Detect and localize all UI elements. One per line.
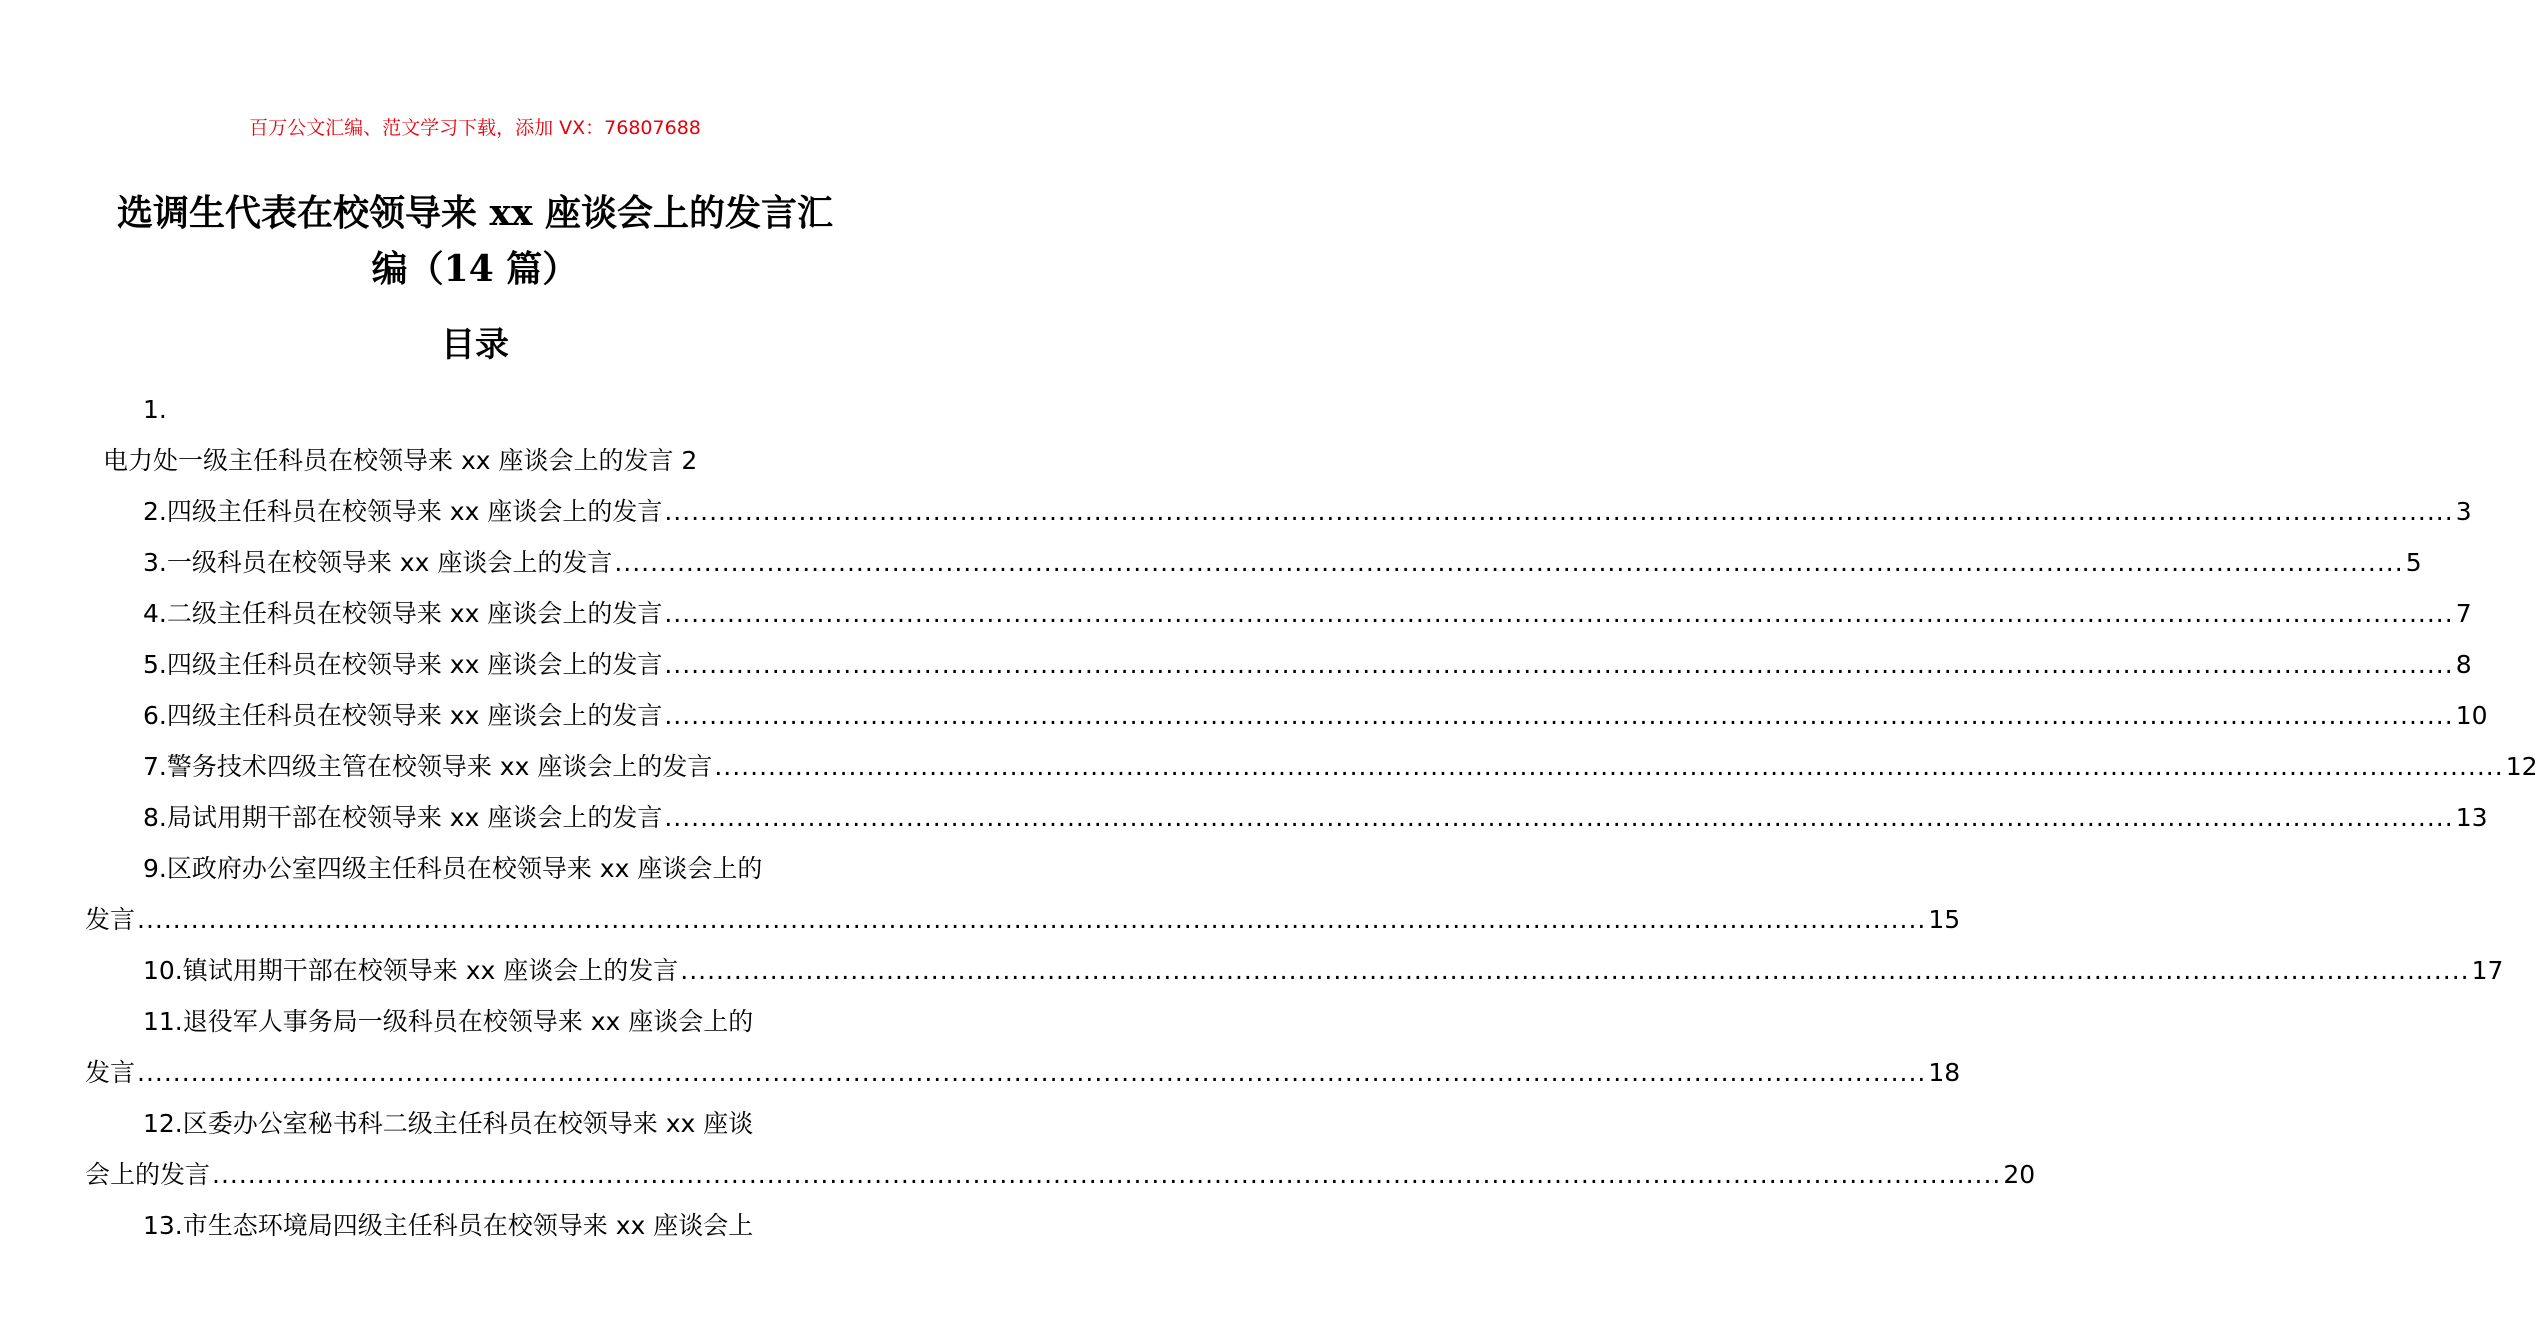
page-number: 10 [2455, 701, 2488, 730]
toc-entry-3[interactable]: 3.一级科员在校领导来 xx 座谈会上的发言 ........................................................................................................................................................................................................ 5 [85, 537, 870, 588]
dot-leader: ........................................................................................................................................................................................................ [664, 497, 2454, 526]
toc-entry-11-line-2[interactable]: 发言 ........................................................................................................................................................................................................ 18 [85, 1047, 870, 1098]
dot-leader: ........................................................................................................................................................................................................ [714, 752, 2504, 781]
page-number: 15 [1928, 905, 1961, 934]
toc-entry-12-line-2[interactable]: 会上的发言 ........................................................................................................................................................................................................ 20 [85, 1149, 870, 1200]
table-of-contents [85, 384, 2538, 1251]
toc-entry-7[interactable]: 7.警务技术四级主管在校领导来 xx 座谈会上的发言 ........................................................................................................................................................................................................ 12 [85, 741, 870, 792]
document-title [70, 185, 880, 297]
page-number: 7 [2455, 599, 2472, 628]
toc-entry-1[interactable]: 电力处一级主任科员在校领导来 xx 座谈会上的发言 2 [103, 446, 698, 475]
dot-leader: ........................................................................................................................................................................................................ [664, 599, 2454, 628]
promo-banner: 百万公文汇编、范文学习下载，添加 VX：76807688 [249, 117, 701, 139]
dot-leader: ........................................................................................................................................................................................................ [664, 803, 2454, 832]
toc-heading: 目录 [441, 325, 509, 365]
dot-leader: ........................................................................................................................................................................................................ [614, 548, 2404, 577]
dot-leader: ........................................................................................................................................................................................................ [664, 701, 2454, 730]
dot-leader: ........................................................................................................................................................................................................ [137, 1058, 1927, 1087]
toc-entry-8[interactable]: 8.局试用期干部在校领导来 xx 座谈会上的发言 ........................................................................................................................................................................................................ 13 [85, 792, 870, 843]
dot-leader: ........................................................................................................................................................................................................ [680, 956, 2470, 985]
toc-entry-4[interactable]: 4.二级主任科员在校领导来 xx 座谈会上的发言 ........................................................................................................................................................................................................ 7 [85, 588, 870, 639]
toc-entry-11-line-1[interactable]: 11.退役军人事务局一级科员在校领导来 xx 座谈会上的 [143, 1007, 754, 1036]
title-line-1: 选调生代表在校领导来 xx 座谈会上的发言汇 [117, 192, 833, 234]
toc-entry-6[interactable]: 6.四级主任科员在校领导来 xx 座谈会上的发言 ........................................................................................................................................................................................................ 10 [85, 690, 870, 741]
page-number: 13 [2455, 803, 2488, 832]
dot-leader: ........................................................................................................................................................................................................ [137, 905, 1927, 934]
page-number: 5 [2405, 548, 2422, 577]
toc-entry-5[interactable]: 5.四级主任科员在校领导来 xx 座谈会上的发言 ........................................................................................................................................................................................................ 8 [85, 639, 870, 690]
toc-entry-2[interactable]: 2.四级主任科员在校领导来 xx 座谈会上的发言 ........................................................................................................................................................................................................ 3 [85, 486, 870, 537]
toc-entry-13-line-1[interactable]: 13.市生态环境局四级主任科员在校领导来 xx 座谈会上 [143, 1211, 754, 1240]
page-number: 20 [2003, 1160, 2036, 1189]
title-line-2: 编（14 篇） [371, 248, 579, 290]
toc-entry-12-line-1[interactable]: 12.区委办公室秘书科二级主任科员在校领导来 xx 座谈 [143, 1109, 754, 1138]
page-number: 12 [2505, 752, 2538, 781]
dot-leader: ........................................................................................................................................................................................................ [664, 650, 2454, 679]
page-number: 8 [2455, 650, 2472, 679]
page-number: 17 [2471, 956, 2504, 985]
dot-leader: ........................................................................................................................................................................................................ [212, 1160, 2002, 1189]
page-number: 18 [1928, 1058, 1961, 1087]
page-number: 3 [2455, 497, 2472, 526]
toc-entry-9-line-2[interactable]: 发言 ........................................................................................................................................................................................................ 15 [85, 894, 870, 945]
toc-entry-9-line-1[interactable]: 9.区政府办公室四级主任科员在校领导来 xx 座谈会上的 [143, 854, 763, 883]
toc-entry-1-number[interactable]: 1. [143, 395, 167, 424]
toc-entry-10[interactable]: 10.镇试用期干部在校领导来 xx 座谈会上的发言 ........................................................................................................................................................................................................ 17 [85, 945, 870, 996]
